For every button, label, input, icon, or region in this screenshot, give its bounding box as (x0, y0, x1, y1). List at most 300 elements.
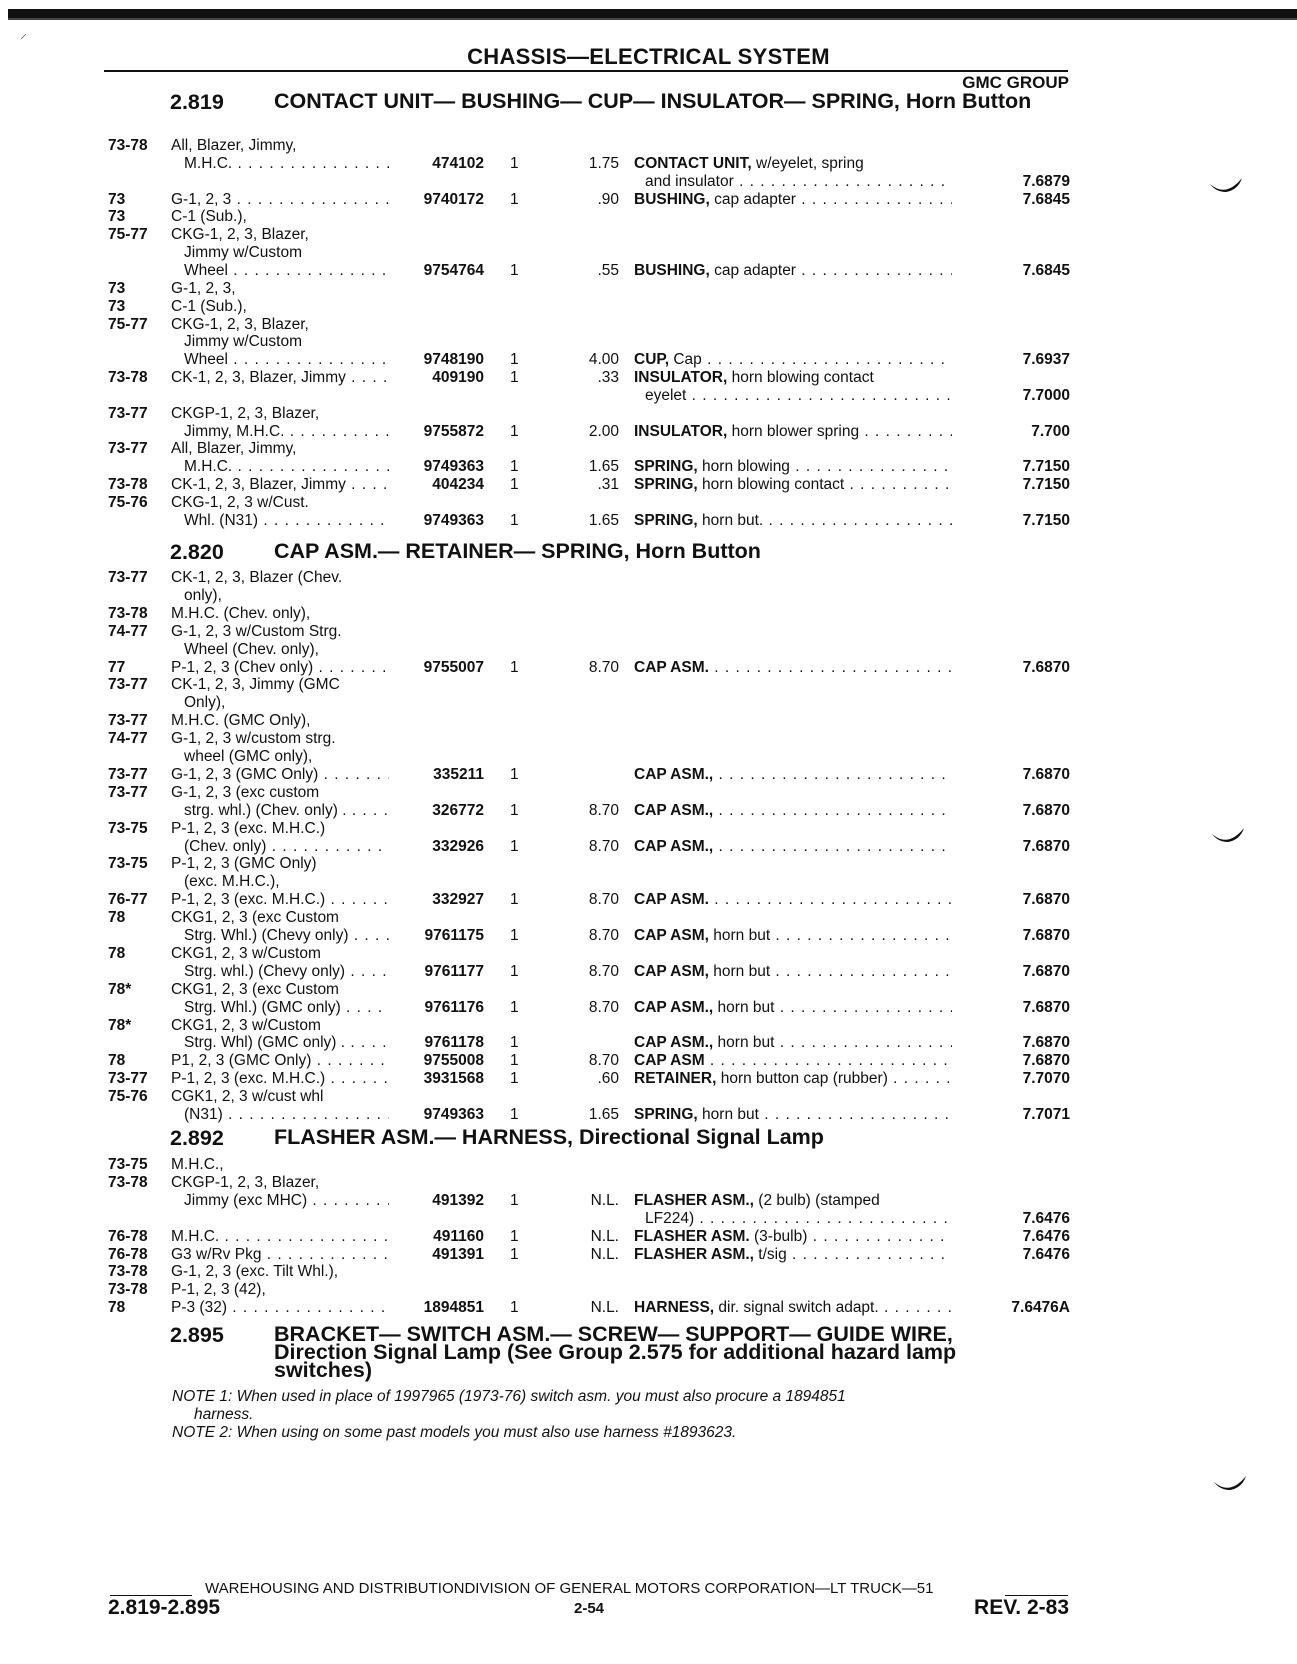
part-number: 9761176 (424, 998, 484, 1016)
model-application: P1, 2, 3 (GMC Only) . . . (171, 1052, 389, 1070)
model-application: (Chev. only) . . . (184, 838, 389, 856)
part-name: CAP ASM (634, 1052, 705, 1070)
model-year: 73-78 (108, 1263, 148, 1281)
part-detail: horn blower spring (727, 422, 860, 440)
model-year: 78* (108, 980, 132, 998)
part-name: CAP ASM., (634, 765, 714, 783)
part-detail: t/sig (753, 1245, 787, 1263)
catalog-number: 7.6870 (1022, 891, 1070, 909)
model-application: M.H.C. (GMC Only), (171, 712, 311, 730)
section-number: 2.895 (170, 1323, 224, 1347)
section-number: 2.820 (170, 540, 224, 564)
part-number: 404234 (432, 476, 484, 494)
table-row (0, 802, 1297, 820)
part-description-continued: eyelet . . . (645, 387, 952, 405)
part-detail: horn but (697, 1106, 759, 1123)
model-application: Jimmy w/Custom (184, 333, 302, 351)
table-row (0, 191, 1297, 209)
model-year: 76-78 (108, 1245, 148, 1263)
price: N.L. (590, 1191, 619, 1209)
part-number: 326772 (432, 801, 484, 819)
header-rule (104, 70, 1068, 72)
price: 2.00 (588, 422, 619, 440)
part-detail: horn but (713, 1034, 775, 1052)
part-detail: horn but. (697, 511, 764, 529)
table-row (0, 458, 1297, 476)
catalog-number: 7.6937 (1022, 351, 1070, 369)
part-number: 491160 (433, 1227, 484, 1245)
part-number: 9749363 (423, 1106, 484, 1123)
note-line: harness. (194, 1406, 254, 1423)
model-application: M.H.C., (171, 1156, 224, 1173)
section-title: CAP ASM.— RETAINER— SPRING, Horn Button (274, 539, 761, 563)
part-name: BUSHING, (634, 261, 710, 279)
model-application: Strg. whl.) (Chevy only) . . . (184, 963, 389, 981)
part-description (634, 1034, 952, 1052)
model-application: CKGP-1, 2, 3, Blazer, (171, 1173, 320, 1191)
table-row (0, 748, 1297, 766)
part-number: 335211 (433, 765, 484, 783)
price: 1.65 (588, 1106, 619, 1123)
quantity: 1 (510, 1191, 519, 1209)
part-number: 9754764 (423, 261, 484, 279)
model-application: CKG1, 2, 3 (exc Custom (171, 909, 339, 927)
catalog-number: 7.6476 (1022, 1245, 1070, 1263)
table-row (0, 1192, 1297, 1210)
binder-mark-icon (1210, 826, 1246, 846)
price: 1.65 (588, 511, 619, 529)
part-detail: horn blowing contact (727, 369, 874, 387)
quantity: 1 (510, 1106, 519, 1123)
table-row (0, 1088, 1297, 1106)
model-application: CKG1, 2, 3 w/Custom (171, 944, 321, 962)
price: N.L. (590, 1245, 619, 1263)
model-year: 74-77 (108, 622, 148, 640)
model-application: All, Blazer, Jimmy, (171, 137, 297, 154)
part-name: CAP ASM., (634, 998, 714, 1016)
price: N.L. (590, 1299, 619, 1317)
price: .33 (597, 369, 619, 387)
table-row (0, 766, 1297, 784)
quantity: 1 (510, 998, 519, 1016)
part-number: 9755007 (423, 658, 484, 676)
price: 8.70 (588, 891, 619, 909)
price: 1.75 (588, 154, 619, 172)
catalog-number: 7.700 (1031, 422, 1070, 440)
part-description (634, 1228, 952, 1246)
part-detail: cap adapter (709, 261, 796, 279)
part-description (634, 458, 952, 476)
table-row (0, 838, 1297, 856)
table-row (0, 981, 1297, 999)
catalog-number: 7.6870 (1022, 837, 1070, 855)
table-row (0, 244, 1297, 262)
model-year: 75-76 (108, 1088, 148, 1106)
table-row (0, 369, 1297, 387)
part-name: CAP ASM., (634, 1034, 714, 1052)
model-application: CKG1, 2, 3 w/Custom (171, 1016, 321, 1034)
section-number: 2.892 (170, 1126, 224, 1150)
model-year: 78* (108, 1016, 132, 1034)
top-border-line (8, 18, 1297, 20)
quantity: 1 (510, 765, 519, 783)
part-description (634, 659, 952, 677)
price: .60 (597, 1070, 619, 1088)
model-application: Wheel (Chev. only), (184, 640, 319, 658)
part-description (634, 802, 952, 820)
model-year: 73-75 (108, 819, 148, 837)
part-description (634, 891, 952, 909)
part-number: 9748190 (423, 351, 484, 369)
quantity: 1 (510, 837, 519, 855)
table-row (0, 712, 1297, 730)
model-application: CKG1, 2, 3 (exc Custom (171, 980, 339, 998)
part-name: FLASHER ASM., (634, 1191, 754, 1209)
model-application: CKG-1, 2, 3, Blazer, (171, 315, 309, 333)
model-application: G-1, 2, 3 w/custom strg. (171, 730, 336, 748)
binder-mark-icon (1212, 1474, 1248, 1494)
price: N.L. (590, 1227, 619, 1245)
model-application: P-3 (32) . . . (171, 1299, 389, 1317)
part-name: CAP ASM., (634, 801, 714, 819)
model-year: 78 (108, 1299, 126, 1317)
model-application: Jimmy w/Custom (184, 244, 302, 262)
catalog-number: 7.6879 (1022, 172, 1070, 190)
table-row (0, 945, 1297, 963)
part-name: FLASHER ASM., (634, 1245, 754, 1263)
part-name: RETAINER, (634, 1070, 717, 1088)
part-detail: cap adapter (709, 190, 796, 208)
part-description (634, 838, 952, 856)
table-row (0, 641, 1297, 659)
model-year: 73-77 (108, 1070, 148, 1088)
catalog-number: 7.7000 (1022, 386, 1070, 404)
table-row (0, 694, 1297, 712)
table-row (0, 1228, 1297, 1246)
model-application: P-1, 2, 3 (exc. M.H.C.) (171, 819, 326, 837)
model-application: CK-1, 2, 3, Jimmy (GMC (171, 676, 340, 694)
group-label: GMC GROUP (962, 73, 1069, 92)
model-application: G3 w/Rv Pkg . . . (171, 1246, 389, 1264)
page-title: CHASSIS—ELECTRICAL SYSTEM (467, 44, 830, 69)
table-row (0, 891, 1297, 909)
quantity: 1 (510, 891, 519, 909)
part-description (634, 766, 952, 784)
model-year: 78 (108, 1052, 126, 1070)
model-year: 73-75 (108, 1156, 148, 1173)
part-description (634, 1299, 952, 1317)
quantity: 1 (510, 1245, 519, 1263)
part-number: 3931568 (423, 1070, 484, 1088)
catalog-number: 7.6476 (1022, 1227, 1070, 1245)
catalog-number: 7.7070 (1022, 1070, 1070, 1088)
catalog-number: 7.6870 (1022, 1052, 1070, 1070)
price: 8.70 (588, 962, 619, 980)
model-year: 73-78 (108, 137, 148, 154)
table-row (0, 1263, 1297, 1281)
catalog-number: 7.6845 (1022, 261, 1070, 279)
part-detail: horn but (713, 998, 775, 1016)
catalog-number: 7.6870 (1022, 801, 1070, 819)
model-application: G-1, 2, 3 (exc. Tilt Whl.), (171, 1263, 339, 1281)
part-name: SPRING, (634, 511, 698, 529)
quantity: 1 (510, 190, 519, 208)
model-application: only), (184, 586, 222, 604)
part-detail: dir. signal switch adapt. (714, 1299, 879, 1317)
model-application: M.H.C. (Chev. only), (171, 604, 311, 622)
table-row (0, 1052, 1297, 1070)
catalog-number: 7.6476 (1022, 1209, 1070, 1227)
part-description (634, 351, 952, 369)
part-name: HARNESS, (634, 1299, 715, 1317)
model-year: 73-77 (108, 440, 148, 458)
table-row (0, 494, 1297, 512)
page-number: 2-54 (574, 1600, 605, 1617)
table-row (0, 280, 1297, 298)
catalog-number: 7.7150 (1022, 458, 1070, 476)
price: 8.70 (588, 998, 619, 1016)
part-name: SPRING, (634, 476, 698, 494)
quantity: 1 (510, 422, 519, 440)
part-number: 9761178 (424, 1034, 484, 1052)
model-year: 73-77 (108, 676, 148, 694)
model-year: 74-77 (108, 730, 148, 748)
table-row (0, 512, 1297, 530)
catalog-number: 7.6476A (1011, 1299, 1070, 1317)
catalog-number: 7.6870 (1022, 658, 1070, 676)
part-detail: horn button cap (rubber) (716, 1070, 888, 1088)
part-name: SPRING, (634, 1106, 698, 1123)
model-year: 73-78 (108, 476, 148, 494)
model-application: G-1, 2, 3 (exc custom (171, 783, 320, 801)
model-application: Only), (184, 694, 226, 712)
part-name: INSULATOR, (634, 422, 728, 440)
table-row (0, 476, 1297, 494)
table-row (0, 1246, 1297, 1264)
section-title: FLASHER ASM.— HARNESS, Directional Signal Lamp (274, 1125, 824, 1149)
part-number: 9749363 (423, 511, 484, 529)
part-name: CAP ASM. (634, 891, 709, 909)
part-description (634, 999, 952, 1017)
model-year: 77 (108, 658, 126, 676)
part-description (634, 512, 952, 530)
model-application: Strg. Whl.) (Chevy only) . . . (184, 927, 389, 945)
quantity: 1 (510, 369, 519, 387)
part-description-continued: and insulator . . . (645, 173, 952, 191)
model-year: 73 (108, 279, 126, 297)
part-description (634, 1070, 952, 1088)
table-row (0, 423, 1297, 441)
catalog-number: 7.6870 (1022, 765, 1070, 783)
part-detail: horn but (708, 927, 771, 944)
table-row (0, 298, 1297, 316)
model-application: strg. whl.) (Chev. only) . . . . (184, 802, 389, 820)
model-year: 73-77 (108, 765, 148, 783)
part-number: 9740172 (423, 190, 484, 208)
table-row (0, 173, 1297, 191)
model-application: G-1, 2, 3 w/Custom Strg. (171, 622, 342, 640)
quantity: 1 (510, 1034, 519, 1052)
part-description (634, 1192, 952, 1210)
quantity: 1 (510, 927, 519, 944)
model-application: CK-1, 2, 3, Blazer (Chev. (171, 569, 343, 586)
table-row (0, 855, 1297, 873)
table-row (0, 1174, 1297, 1192)
model-year: 73 (108, 297, 126, 315)
model-year: 73 (108, 190, 126, 208)
model-application: wheel (GMC only), (184, 748, 313, 765)
model-application: (exc. M.H.C.), (184, 873, 280, 891)
table-row (0, 605, 1297, 623)
model-year: 73 (108, 208, 126, 226)
price: 8.70 (588, 658, 619, 676)
section-title: CONTACT UNIT— BUSHING— CUP— INSULATOR— SPRING, Horn Button (274, 89, 1032, 113)
part-number: 474102 (432, 154, 484, 172)
model-application: CK-1, 2, 3, Blazer, Jimmy . . . (171, 369, 389, 387)
table-row (0, 820, 1297, 838)
part-detail: (3-bulb) (749, 1227, 808, 1245)
price: 1.65 (588, 458, 619, 476)
price: 8.70 (588, 837, 619, 855)
model-application: P-1, 2, 3 (42), (171, 1281, 266, 1299)
revision-label: REV. 2-83 (974, 1596, 1069, 1619)
table-row (0, 387, 1297, 405)
part-detail: w/eyelet, spring (751, 154, 864, 172)
model-application: C-1 (Sub.), (171, 297, 247, 315)
model-year: 75-77 (108, 315, 148, 333)
note-line: NOTE 2: When using on some past models you must also use harness #1893623. (172, 1424, 737, 1441)
table-row (0, 1281, 1297, 1299)
table-row (0, 137, 1297, 155)
table-row (0, 784, 1297, 802)
part-number: 332927 (432, 891, 484, 909)
footer-publisher: WAREHOUSING AND DISTRIBUTIONDIVISION OF GENERAL MOTORS CORPORATION—LT TRUCK—51 (205, 1580, 934, 1597)
quantity: 1 (510, 658, 519, 676)
model-application: Strg. Whl) (GMC only) . . . . (184, 1034, 389, 1052)
model-application: All, Blazer, Jimmy, (171, 440, 297, 458)
catalog-number: 7.6870 (1022, 998, 1070, 1016)
part-number: 1894851 (423, 1299, 484, 1317)
part-description (634, 1106, 952, 1124)
part-name: SPRING, (634, 458, 698, 476)
catalog-number: 7.7150 (1022, 476, 1070, 494)
model-year: 73-78 (108, 1281, 148, 1299)
part-name: CAP ASM, (634, 962, 709, 980)
part-detail: (2 bulb) (stamped (753, 1191, 880, 1209)
model-year: 73-77 (108, 404, 148, 422)
price: .90 (597, 190, 619, 208)
model-year: 73-78 (108, 604, 148, 622)
quantity: 1 (510, 962, 519, 980)
table-row (0, 873, 1297, 891)
model-application: M.H.C. . . . (184, 458, 389, 476)
part-description (634, 423, 952, 441)
model-year: 73-77 (108, 569, 148, 586)
table-row (0, 226, 1297, 244)
table-row (0, 155, 1297, 173)
model-year: 76-77 (108, 891, 148, 909)
table-row (0, 1017, 1297, 1035)
part-detail: horn but (708, 962, 771, 980)
model-year: 73-75 (108, 855, 148, 873)
table-row (0, 316, 1297, 334)
table-row (0, 963, 1297, 981)
model-application: (N31) . . . (184, 1106, 389, 1124)
part-name: BUSHING, (634, 190, 710, 208)
section-title: BRACKET— SWITCH ASM.— SCREW— SUPPORT— GUIDE WIRE, Direction Signal Lamp (See Group 2.575 for additional hazard lamp switches) (274, 1322, 957, 1382)
model-year: 73-78 (108, 369, 148, 387)
part-detail: horn blowing (697, 458, 790, 476)
table-row (0, 659, 1297, 677)
section-number: 2.819 (170, 90, 224, 114)
model-application: C-1 (Sub.), (171, 208, 247, 226)
table-row (0, 927, 1297, 945)
model-application: Whl. (N31) . . . (184, 512, 389, 530)
model-year: 73-78 (108, 1173, 148, 1191)
price: 8.70 (588, 1052, 619, 1070)
model-application: M.H.C. . . . (184, 155, 389, 173)
model-application: Wheel . . . (184, 351, 389, 369)
price: 4.00 (588, 351, 619, 369)
model-application: Strg. Whl.) (GMC only) . . . (184, 999, 389, 1017)
model-application: G-1, 2, 3 . . . (171, 191, 389, 209)
part-number: 491391 (432, 1245, 484, 1263)
part-description (634, 155, 952, 173)
table-row (0, 208, 1297, 226)
part-description (634, 476, 952, 494)
model-application: CKG-1, 2, 3 w/Cust. (171, 494, 309, 511)
quantity: 1 (510, 261, 519, 279)
quantity: 1 (510, 1299, 519, 1317)
part-description (634, 191, 952, 209)
quantity: 1 (510, 801, 519, 819)
quantity: 1 (510, 154, 519, 172)
price: .31 (597, 476, 619, 494)
table-row (0, 623, 1297, 641)
binder-mark-icon (1208, 176, 1244, 196)
table-row (0, 730, 1297, 748)
model-application: G-1, 2, 3, (171, 279, 236, 297)
table-row (0, 405, 1297, 423)
model-application: CK-1, 2, 3, Blazer, Jimmy . . . (171, 476, 389, 494)
table-row (0, 351, 1297, 369)
model-application: CKG-1, 2, 3, Blazer, (171, 226, 309, 244)
model-year: 73-77 (108, 783, 148, 801)
quantity: 1 (510, 511, 519, 529)
part-number: 9755872 (423, 422, 484, 440)
footer-group-range: 2.819-2.895 (108, 1596, 221, 1619)
model-year: 78 (108, 909, 126, 927)
table-row (0, 1034, 1297, 1052)
part-name: INSULATOR, (634, 369, 728, 387)
model-application: P-1, 2, 3 (exc. M.H.C.) . . . (171, 1070, 389, 1088)
model-application: G-1, 2, 3 (GMC Only) . . . (171, 766, 389, 784)
part-detail: horn blowing contact (697, 476, 845, 494)
model-application: Jimmy, M.H.C. . . . (184, 423, 389, 441)
model-application: P-1, 2, 3 (Chev only) . . . (171, 659, 389, 677)
part-name: CONTACT UNIT, (634, 154, 752, 172)
part-description (634, 369, 952, 387)
part-number: 9755008 (423, 1052, 484, 1070)
table-row (0, 1210, 1297, 1228)
table-row (0, 262, 1297, 280)
catalog-number: 7.6845 (1022, 190, 1070, 208)
margin-mark: ⸝ (20, 25, 27, 41)
table-row (0, 1070, 1297, 1088)
part-description (634, 262, 952, 280)
table-row (0, 333, 1297, 351)
table-row (0, 676, 1297, 694)
